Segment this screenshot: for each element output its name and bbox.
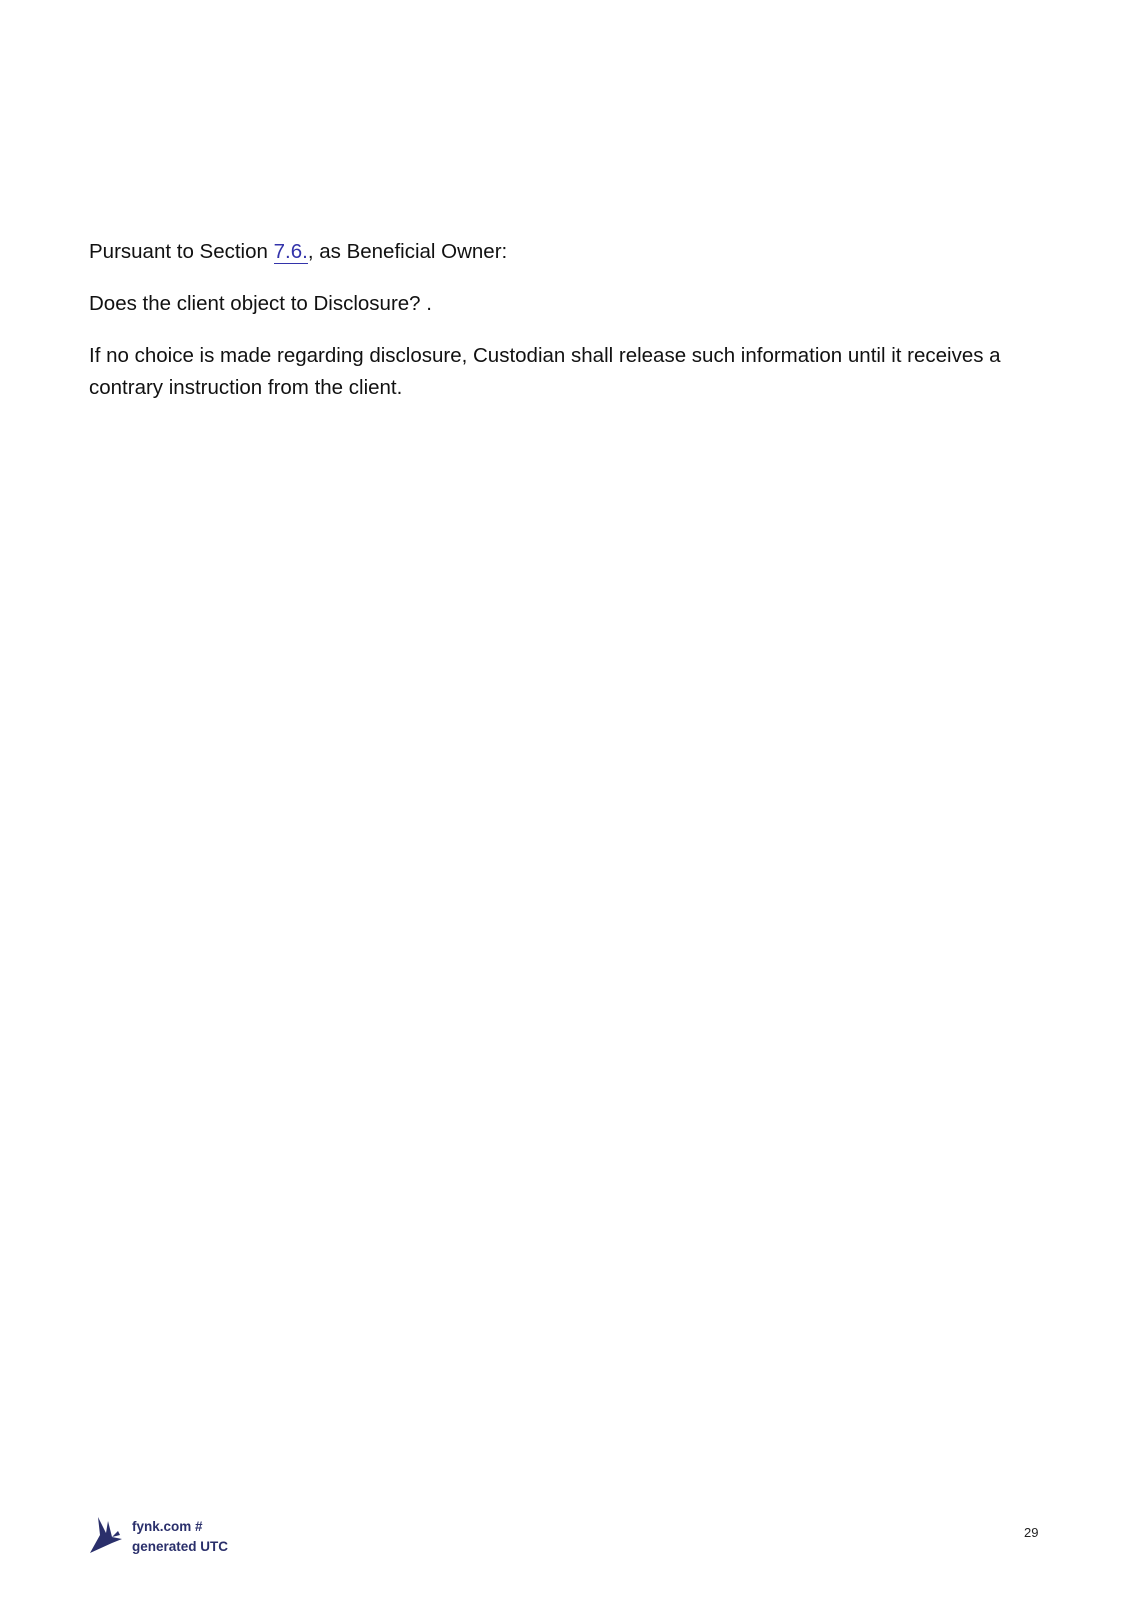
fynk-bird-logo-icon bbox=[88, 1515, 124, 1555]
section-link[interactable]: 7.6. bbox=[273, 240, 308, 263]
paragraph-text: , as Beneficial Owner: bbox=[307, 240, 508, 263]
footer-domain: fynk.com # bbox=[132, 1519, 203, 1534]
page-number: 29 bbox=[1024, 1525, 1039, 1540]
paragraph-disclosure-default: If no choice is made regarding disclosure, Custodian shall release such information until it receives a contrary instruction from the client. bbox=[89, 344, 1001, 399]
footer-generated-info bbox=[132, 1517, 228, 1557]
paragraph-disclosure-question: Does the client object to Disclosure? . bbox=[89, 292, 432, 315]
paragraph-section-reference bbox=[89, 236, 1049, 268]
footer-generated: generated UTC bbox=[132, 1539, 229, 1554]
paragraph-text: Pursuant to Section bbox=[89, 240, 274, 263]
document-body bbox=[89, 236, 1049, 424]
